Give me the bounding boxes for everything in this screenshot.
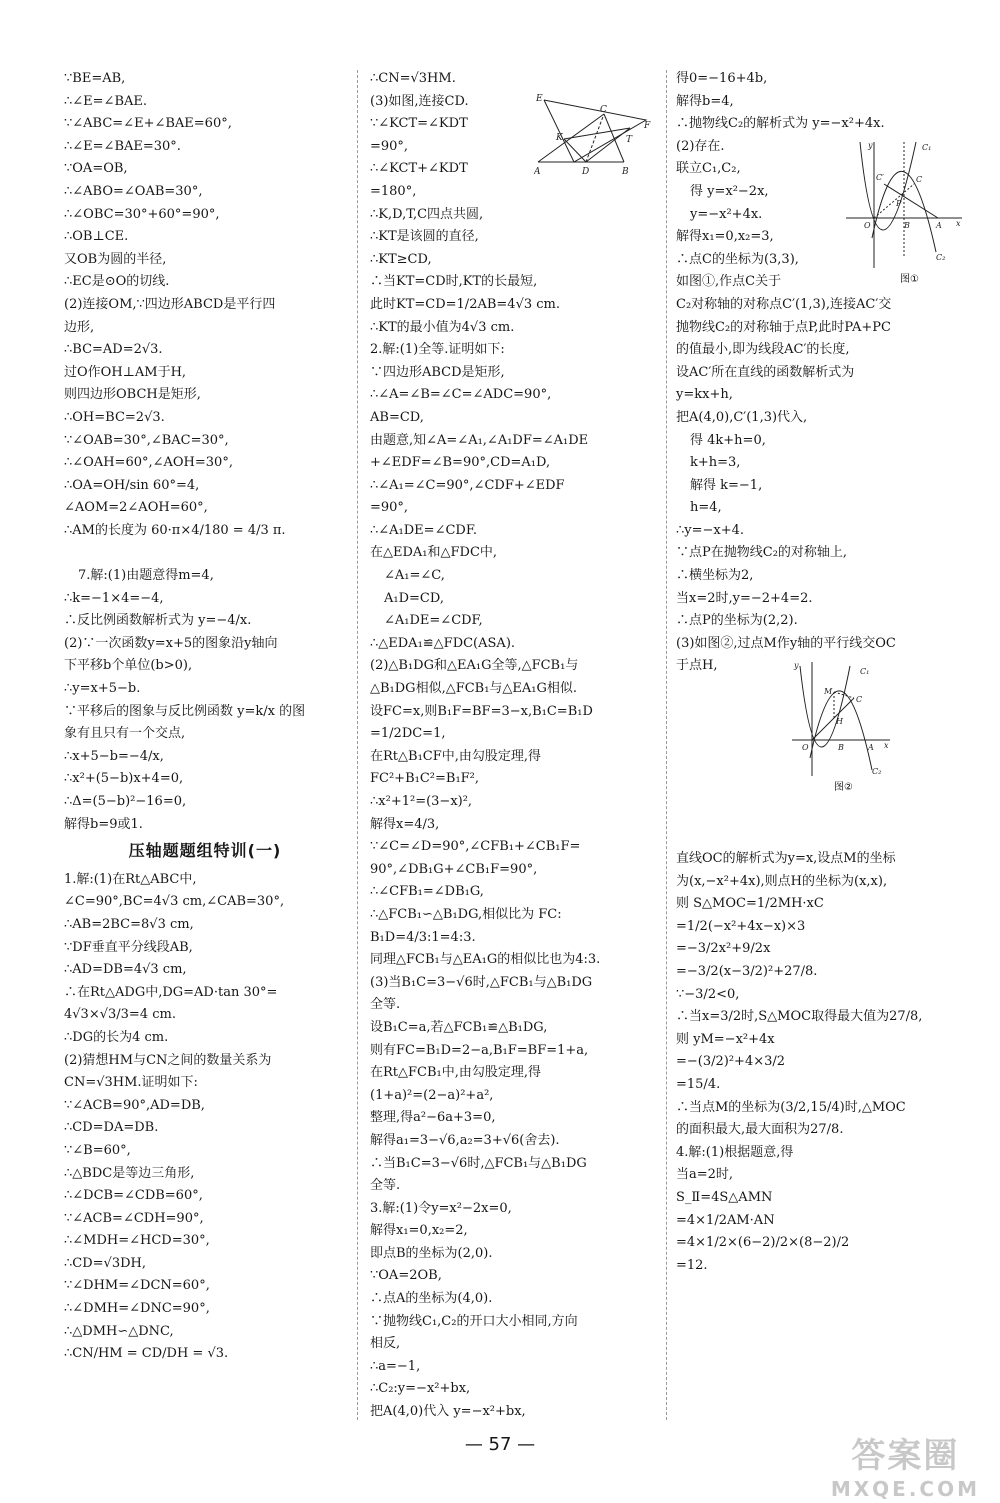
text-line: h=4, xyxy=(690,500,722,516)
text-line: ∴当x=3/2时,S△MOC取得最大值为27/8, xyxy=(676,1009,923,1025)
text-line: +∠EDF=∠B=90°,CD=A₁D, xyxy=(370,455,551,471)
text-line: ∴a=−1, xyxy=(370,1358,421,1374)
text-line: ∴∠E=∠BAE=30°. xyxy=(64,138,181,154)
text-line: 全等. xyxy=(370,997,401,1013)
text-line: ∠A₁DE=∠CDF, xyxy=(384,613,483,629)
fig2-label-a: A xyxy=(868,743,874,752)
text-line: 设B₁C=a,若△FCB₁≌△B₁DG, xyxy=(370,1019,548,1035)
fig2-label-o: O xyxy=(802,743,809,752)
text-line: ∴AM的长度为 60·π×4/180 = 4/3 π. xyxy=(64,522,286,538)
text-line: ∴∠KCT+∠KDT xyxy=(370,161,468,177)
text-line: ∵四边形ABCD是矩形, xyxy=(370,364,505,380)
fig1-label-x: x xyxy=(956,219,961,228)
text-line: =1/2DC=1, xyxy=(370,726,446,742)
text-line: ∵∠ACB=∠CDH=90°, xyxy=(64,1210,204,1226)
text-line: ∴EC是⊙O的切线. xyxy=(64,274,170,290)
text-line: k+h=3, xyxy=(690,455,741,471)
text-line: ∴点A的坐标为(4,0). xyxy=(370,1291,493,1307)
text-line: =180°, xyxy=(370,183,417,199)
fig1-label-cprime: C′ xyxy=(876,173,884,182)
text-line: ∴∠E=∠BAE. xyxy=(64,93,148,109)
text-line: ∴AB=2BC=8√3 cm, xyxy=(64,916,194,932)
text-line: =−(3/2)²+4×3/2 xyxy=(676,1054,786,1070)
fig1-label-y: y xyxy=(868,141,873,150)
fig2-label-c1: C₁ xyxy=(860,667,870,676)
text-line: ∴当KT=CD时,KT的长最短, xyxy=(370,274,538,290)
text-line: 得 4k+h=0, xyxy=(690,432,766,448)
text-line: 得 y=x²−2x, xyxy=(690,183,769,199)
text-line: (3)如图,连接CD. xyxy=(370,93,469,109)
parabola-figure-2 xyxy=(790,658,900,794)
text-line: (3)当B₁C=3−√6时,△FCB₁与△B₁DG xyxy=(370,974,593,990)
text-line: 相反, xyxy=(370,1336,401,1352)
text-line: =4×1/2AM·AN xyxy=(676,1212,775,1228)
text-line: (2)∵一次函数y=x+5的图象沿y轴向 xyxy=(64,635,278,651)
fig2-label-y: y xyxy=(794,661,799,670)
fig2-label-c: C xyxy=(856,695,863,704)
text-line: 在Rt△B₁CF中,由勾股定理,得 xyxy=(370,748,542,764)
fig2-label-h: H xyxy=(836,717,843,726)
text-line: ∠C=90°,BC=4√3 cm,∠CAB=30°, xyxy=(64,894,285,910)
text-line: ∴∠DMH=∠DNC=90°, xyxy=(64,1301,210,1317)
column-1-lines xyxy=(64,68,346,836)
text-line: ∴C₂:y=−x²+bx, xyxy=(370,1381,471,1397)
page-number: — 57 — xyxy=(464,1434,536,1455)
fig1-label-o: O xyxy=(864,221,871,230)
text-line: ∴△DMH∽△DNC, xyxy=(64,1323,174,1339)
text-line: 把A(4,0),C′(1,3)代入, xyxy=(676,409,808,425)
text-line: 则 S△MOC=1/2MH·xC xyxy=(676,896,824,912)
text-line: ∴∠A=∠B=∠C=∠ADC=90°, xyxy=(370,387,552,403)
text-line: ∵抛物线C₁,C₂的开口大小相同,方向 xyxy=(370,1313,578,1329)
text-line: ∵∠C=∠D=90°,∠CFB₁+∠CB₁F= xyxy=(370,839,581,855)
label-k: K xyxy=(556,133,563,143)
text-line: ∴∠DCB=∠CDB=60°, xyxy=(64,1188,203,1204)
text-line: ∵OA=2OB, xyxy=(370,1268,442,1284)
label-b: B xyxy=(622,167,629,177)
text-line: =15/4. xyxy=(676,1076,721,1092)
text-line: ∴x+5−b=−4/x, xyxy=(64,748,164,764)
fig1-label-c2: C₂ xyxy=(936,253,946,262)
text-line: ∵∠ACB=90°,AD=DB, xyxy=(64,1097,205,1113)
text-line: 1.解:(1)在Rt△ABC中, xyxy=(64,871,197,887)
text-line: ∴y=−x+4. xyxy=(676,522,745,538)
text-line: ∴△FCB₁∽△B₁DG,相似比为 FC: xyxy=(370,906,562,922)
text-line: ∠AOM=2∠AOH=60°, xyxy=(64,500,208,516)
text-line: ∴△EDA₁≌△FDC(ASA). xyxy=(370,635,516,651)
fig2-caption: 图② xyxy=(834,782,853,793)
text-line: 又OB为圆的半径, xyxy=(64,251,167,267)
text-line: ∵∠OAB=30°,∠BAC=30°, xyxy=(64,432,229,448)
text-line: ∵DF垂直平分线段AB, xyxy=(64,939,193,955)
text-line: 当x=2时,y=−2+4=2. xyxy=(676,590,813,606)
text-line: 直线OC的解析式为y=x,设点M的坐标 xyxy=(676,851,896,867)
text-line: ∴y=x+5−b. xyxy=(64,681,141,697)
text-line: ∴∠OBC=30°+60°=90°, xyxy=(64,206,220,222)
text-line: 于点H, xyxy=(676,658,718,674)
watermark xyxy=(831,1428,980,1501)
text-line: 同理△FCB₁与△EA₁G的相似比也为4:3. xyxy=(370,952,601,968)
text-line: FC²+B₁C²=B₁F², xyxy=(370,771,480,787)
text-line: 即点B的坐标为(2,0). xyxy=(370,1245,493,1261)
text-line: 解得x₁=0,x₂=3, xyxy=(676,229,774,245)
text-line: ∵平移后的图象与反比例函数 y=k/x 的图 xyxy=(64,703,306,719)
text-line: (2)连接OM,∵四边形ABCD是平行四 xyxy=(64,296,276,312)
text-line: 3.解:(1)令y=x²−2x=0, xyxy=(370,1200,512,1216)
text-line: 7.解:(1)由题意得m=4, xyxy=(78,568,214,584)
fig2-label-m: M xyxy=(824,687,833,696)
text-line: 2.解:(1)全等.证明如下: xyxy=(370,342,505,358)
text-line: 解得x₁=0,x₂=2, xyxy=(370,1223,468,1239)
column-divider-1 xyxy=(357,70,358,1420)
text-line: ∵∠B=60°, xyxy=(64,1142,131,1158)
column-1-problem-1 xyxy=(64,869,346,1366)
text-line: ∴∠A₁=∠C=90°,∠CDF+∠EDF xyxy=(370,477,565,493)
text-line: 在△EDA₁和△FDC中, xyxy=(370,545,498,561)
fig1-label-a: A xyxy=(936,221,942,230)
text-line: 解得b=9或1. xyxy=(64,816,143,832)
text-line: ∴∠MDH=∠HCD=30°, xyxy=(64,1233,210,1249)
text-line: ∴Δ=(5−b)²−16=0, xyxy=(64,794,187,809)
text-line: ∴K,D,T,C四点共圆, xyxy=(370,206,484,222)
text-line: (2)存在. xyxy=(676,138,725,154)
text-line: ∴x²+(5−b)x+4=0, xyxy=(64,771,184,787)
text-line: ∴点C的坐标为(3,3), xyxy=(676,251,799,267)
text-line: 整理,得a²−6a+3=0, xyxy=(370,1110,496,1126)
label-a: A xyxy=(534,167,541,177)
label-e: E xyxy=(536,94,543,104)
column-2 xyxy=(370,68,660,1424)
text-line: ∴DG的长为4 cm. xyxy=(64,1029,169,1045)
text-line: (2)猜想HM与CN之间的数量关系为 xyxy=(64,1052,272,1068)
text-line: ∴OA=OH/sin 60°=4, xyxy=(64,477,200,493)
text-line: 如图①,作点C关于 xyxy=(676,274,782,290)
text-line: (2)△B₁DG和△EA₁G全等,△FCB₁与 xyxy=(370,658,579,674)
text-line: 的面积最大,最大面积为27/8. xyxy=(676,1122,844,1138)
text-line: ∵∠KCT=∠KDT xyxy=(370,116,468,132)
text-line: ∴当点M的坐标为(3/2,15/4)时,△MOC xyxy=(676,1099,906,1115)
fig1-label-b: B xyxy=(904,221,910,230)
text-line: △B₁DG相似,△FCB₁与△EA₁G相似. xyxy=(370,681,578,697)
text-line: 解得a₁=3−√6,a₂=3+√6(舍去). xyxy=(370,1132,560,1148)
text-line: ∴k=−1×4=−4, xyxy=(64,590,164,606)
text-line: 过O作OH⊥AM于H, xyxy=(64,364,187,380)
geometry-figure-kdt xyxy=(534,92,652,178)
text-line: =12. xyxy=(676,1257,708,1273)
text-line: 则四边形OBCH是矩形, xyxy=(64,387,201,403)
text-line: ∴抛物线C₂的解析式为 y=−x²+4x. xyxy=(676,116,885,132)
text-line: 解得x=4/3, xyxy=(370,816,440,832)
text-line: 全等. xyxy=(370,1178,401,1194)
text-line: 在Rt△FCB₁中,由勾股定理,得 xyxy=(370,1065,542,1081)
text-line: ∴反比例函数解析式为 y=−4/x. xyxy=(64,613,252,629)
text-line: 边形, xyxy=(64,319,95,335)
text-line: ∴△BDC是等边三角形, xyxy=(64,1165,195,1181)
label-t: T xyxy=(626,135,633,145)
section-title: 压轴题题组特训(一) xyxy=(128,841,282,861)
column-3-area-lines xyxy=(676,848,966,1277)
text-line: 联立C₁,C₂, xyxy=(676,161,741,177)
text-line: (3)如图②,过点M作y轴的平行线交OC xyxy=(676,635,896,651)
text-line: ∴∠CFB₁=∠DB₁G, xyxy=(370,884,484,900)
text-line: ∴BC=AD=2√3. xyxy=(64,342,163,358)
text-line: 由题意,知∠A=∠A₁,∠A₁DF=∠A₁DE xyxy=(370,432,589,448)
text-line: ∵−3/2<0, xyxy=(676,986,740,1002)
text-line: ∵∠DHM=∠DCN=60°, xyxy=(64,1278,210,1294)
text-line: 90°,∠DB₁G+∠CB₁F=90°, xyxy=(370,861,538,877)
text-line: ∴KT是该圆的直径, xyxy=(370,229,479,245)
text-line: 设AC′所在直线的函数解析式为 xyxy=(676,364,855,380)
text-line: 解得 k=−1, xyxy=(690,477,763,493)
text-line: ∴点P的坐标为(2,2). xyxy=(676,613,798,629)
text-line: y=kx+h, xyxy=(676,387,733,403)
text-line: ∴CD=DA=DB. xyxy=(64,1120,159,1136)
text-line: =90°, xyxy=(370,138,409,154)
text-line: 则 yM=−x²+4x xyxy=(676,1031,775,1047)
text-line: 4.解:(1)根据题意,得 xyxy=(676,1144,794,1160)
column-divider-2 xyxy=(666,70,667,1420)
watermark-bottom: MXQE.COM xyxy=(830,1477,980,1501)
text-line: 把A(4,0)代入 y=−x²+bx, xyxy=(370,1404,526,1420)
text-line: 下平移b个单位(b>0), xyxy=(64,658,193,674)
text-line: ∴当B₁C=3−√6时,△FCB₁与△B₁DG xyxy=(370,1155,587,1171)
text-line: ∵∠ABC=∠E+∠BAE=60°, xyxy=(64,116,232,132)
text-line: y=−x²+4x. xyxy=(690,206,763,222)
text-line: ∵OA=OB, xyxy=(64,161,128,177)
text-line: CN=√3HM.证明如下: xyxy=(64,1075,198,1091)
text-line: =−3/2x²+9/2x xyxy=(676,941,771,957)
column-1 xyxy=(64,68,346,1366)
text-line: ∴CN/HM = CD/DH = √3. xyxy=(64,1346,229,1362)
text-line: A₁D=CD, xyxy=(384,590,444,606)
text-line: ∴CD=√3DH, xyxy=(64,1255,146,1271)
text-line: ∴KT≥CD, xyxy=(370,251,432,267)
fig2-label-b: B xyxy=(838,743,844,752)
fig1-label-c1: C₁ xyxy=(922,143,932,152)
fig1-label-p: P xyxy=(896,199,902,208)
text-line: B₁D=4/3:1=4:3. xyxy=(370,929,476,945)
text-line: ∴∠ABO=∠OAB=30°, xyxy=(64,183,203,199)
text-line: ∴AD=DB=4√3 cm, xyxy=(64,962,187,978)
label-f: F xyxy=(644,121,651,131)
text-line: ∵点P在抛物线C₂的对称轴上, xyxy=(676,545,848,561)
parabola-figure-1 xyxy=(844,138,968,286)
text-line: =4×1/2×(6−2)/2×(8−2)/2 xyxy=(676,1235,850,1251)
text-line: 为(x,−x²+4x),则点H的坐标为(x,x), xyxy=(676,873,888,889)
text-line: ∴∠A₁DE=∠CDF. xyxy=(370,522,477,538)
text-line: ∠A₁=∠C, xyxy=(384,568,445,584)
text-line: =−3/2(x−3/2)²+27/8. xyxy=(676,964,818,979)
text-line: =90°, xyxy=(370,500,409,516)
watermark-top: 答案圈 xyxy=(851,1436,960,1476)
text-line: 抛物线C₂的对称轴于点P,此时PA+PC xyxy=(676,319,891,335)
fig1-caption: 图① xyxy=(900,274,919,285)
text-line: (1+a)²=(2−a)²+a², xyxy=(370,1087,494,1103)
column-2-lines xyxy=(370,68,660,1424)
text-line: ∵BE=AB, xyxy=(64,71,126,86)
label-d: D xyxy=(582,167,590,177)
text-line: ∴横坐标为2, xyxy=(676,568,754,584)
text-line: ∴OH=BC=2√3. xyxy=(64,409,165,425)
text-line: 解得b=4, xyxy=(676,93,734,109)
text-line: ∴∠OAH=60°,∠AOH=30°, xyxy=(64,455,233,471)
text-line: C₂对称轴的对称点C′(1,3),连接AC′交 xyxy=(676,296,892,312)
fig2-label-x: x xyxy=(884,741,889,750)
text-line: AB=CD, xyxy=(370,409,424,425)
text-line: 4√3×√3/3=4 cm. xyxy=(64,1007,176,1023)
text-line: =1/2(−x²+4x−x)×3 xyxy=(676,918,806,934)
label-c: C xyxy=(600,105,607,115)
text-line: S_Ⅱ=4S△AMN xyxy=(676,1189,773,1205)
text-line: ∴在Rt△ADG中,DG=AD·tan 30°= xyxy=(64,984,278,1000)
text-line xyxy=(64,542,346,565)
text-line: ∴OB⊥CE. xyxy=(64,229,129,245)
text-line: ∴CN=√3HM. xyxy=(370,71,456,86)
text-line: 则有FC=B₁D=2−a,B₁F=BF=1+a, xyxy=(370,1042,589,1058)
text-line: 象有且只有一个交点, xyxy=(64,726,186,742)
fig2-label-c2: C₂ xyxy=(872,767,882,776)
text-line: 此时KT=CD=1/2AB=4√3 cm. xyxy=(370,296,560,312)
text-line: 设FC=x,则B₁F=BF=3−x,B₁C=B₁D xyxy=(370,703,593,719)
text-line: 的值最小,即为线段AC′的长度, xyxy=(676,342,850,358)
text-line: 当a=2时, xyxy=(676,1167,734,1183)
fig1-label-c: C xyxy=(916,175,923,184)
text-line: 得0=−16+4b, xyxy=(676,71,768,86)
text-line: ∴KT的最小值为4√3 cm. xyxy=(370,319,515,335)
text-line: ∴x²+1²=(3−x)², xyxy=(370,794,473,809)
